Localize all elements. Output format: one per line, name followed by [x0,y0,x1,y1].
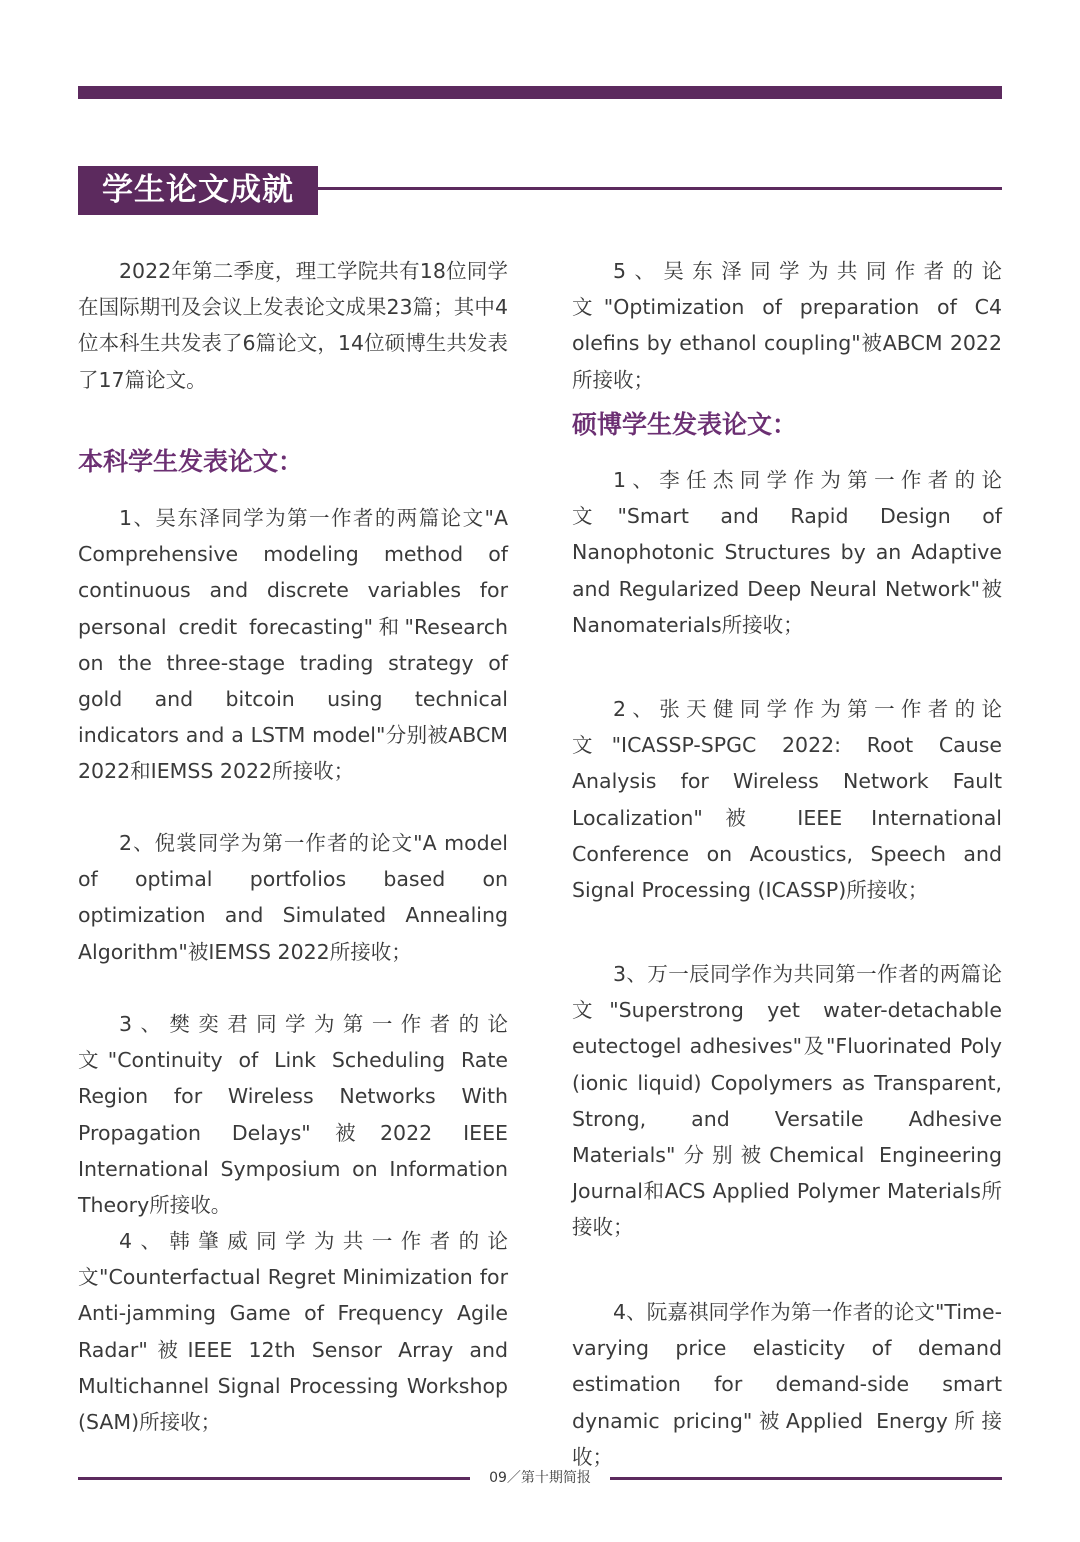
undergrad-paper-2: 2、倪裳同学为第一作者的论文"A model of optimal portfolios based on optimization and Simulated Annealing Algorithm"被IEMSS 2022所接收； [78,831,508,964]
top-decorative-bar [78,86,1002,99]
page-footer: 09／第十期简报 [489,1470,591,1486]
undergrad-paper-1: 1、吴东泽同学为第一作者的两篇论文"A Comprehensive modeling method of continuous and discrete variables for personal credit forecasting"和"Research on the three-stage trading strategy of gold and bitcoin using technical indicators and a LSTM model"分别被ABCM 2022和IEMSS 2022所接收； [78,506,508,784]
graduate-paper-1: 1、李任杰同学作为第一作者的论文"Smart and Rapid Design of Nanophotonic Structures by an Adaptive and Regularized Deep Neural Network"被Nanomaterials所接收； [572,468,1002,637]
undergrad-paper-5: 5、吴东泽同学为共同作者的论文"Optimization of preparation of C4 olefins by ethanol coupling"被ABCM 2022所接收； [572,259,1002,392]
undergrad-paper-4: 4、韩肇威同学为共一作者的论文"Counterfactual Regret Minimization for Anti-jamming Game of Frequency Agile Radar"被IEEE 12th Sensor Array and Multichannel Signal Processing Workshop (SAM)所接收； [78,1229,508,1435]
section-title-rule [318,187,1002,190]
undergrad-paper-3: 3、樊奕君同学为第一作者的论文"Continuity of Link Scheduling Rate Region for Wireless Networks With Propagation Delays"被2022 IEEE International Symposium on Information Theory所接收。 [78,1012,508,1218]
graduate-paper-3: 3、万一辰同学作为共同第一作者的两篇论文"Superstrong yet water-detachable eutectogel adhesives"及"Fluorinated Poly (ionic liquid) Copolymers as Transparent, Strong, and Versatile Adhesive Materials"分别被Chemical Engineering Journal和ACS Applied Polymer Materials所接收； [572,962,1002,1240]
intro-paragraph: 2022年第二季度，理工学院共有18位同学在国际期刊及会议上发表论文成果23篇；其中4位本科生共发表了6篇论文，14位硕博生共发表了17篇论文。 [78,259,508,392]
undergrad-heading: 本科学生发表论文： [78,447,304,476]
graduate-heading: 硕博学生发表论文： [572,410,798,439]
section-title: 学生论文成就 [78,166,318,215]
footer-rule-right [610,1477,1002,1480]
footer-rule-left [78,1477,470,1480]
graduate-paper-2: 2、张天健同学作为第一作者的论文"ICASSP-SPGC 2022: Root Cause Analysis for Wireless Network Fault Localization"被 IEEE International Conference on Acoustics, Speech and Signal Processing (ICASSP)所接收； [572,697,1002,903]
graduate-paper-4: 4、阮嘉祺同学作为第一作者的论文"Time-varying price elasticity of demand estimation for demand-side smart dynamic pricing"被Applied Energy所接收； [572,1300,1002,1469]
